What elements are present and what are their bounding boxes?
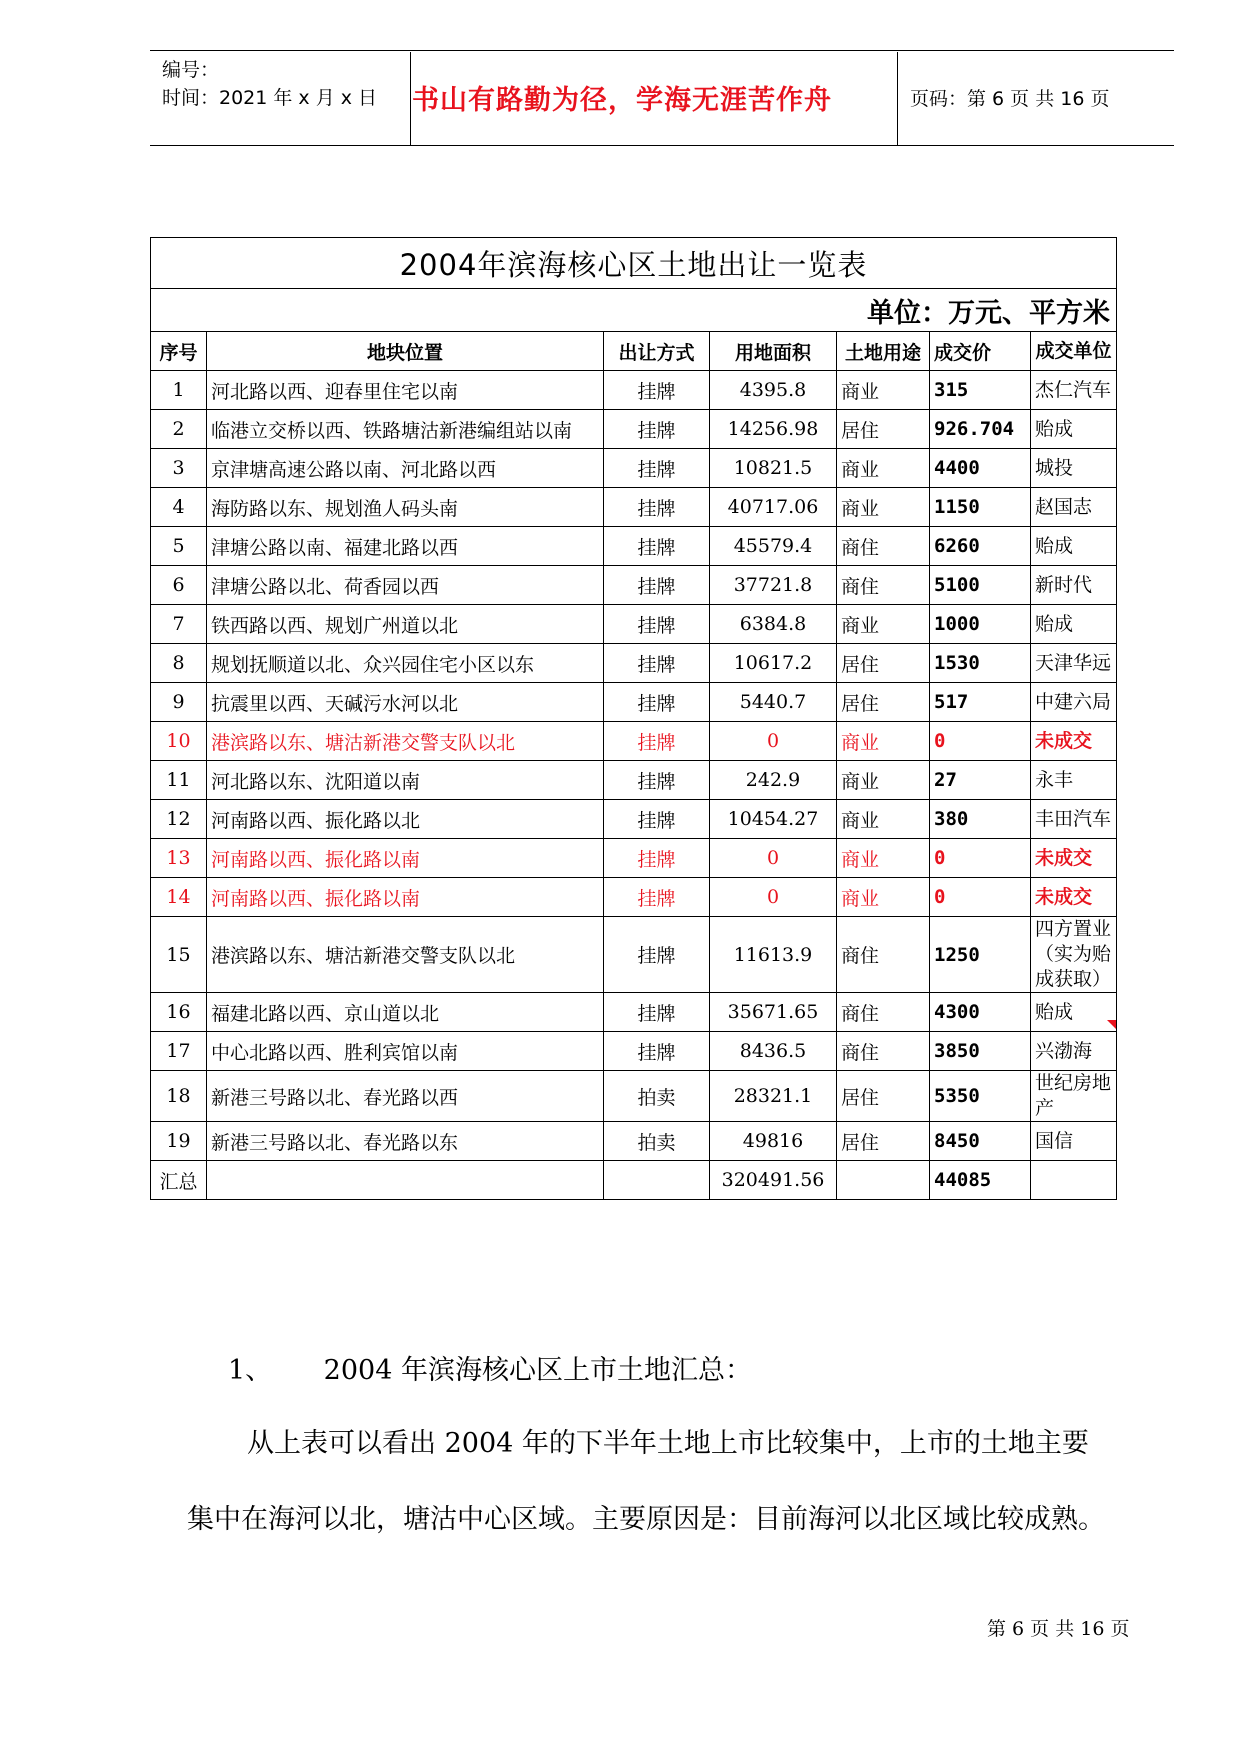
row-price: 8450 — [930, 1122, 1031, 1161]
row-buyer: 贻成 — [1031, 605, 1117, 644]
row-price: 517 — [930, 683, 1031, 722]
row-price: 5100 — [930, 566, 1031, 605]
row-use: 商住 — [837, 1032, 930, 1071]
row-method: 挂牌 — [604, 527, 710, 566]
row-use: 商业 — [837, 839, 930, 878]
row-method: 挂牌 — [604, 644, 710, 683]
row-location: 海防路以东、规划渔人码头南 — [207, 488, 604, 527]
row-method: 挂牌 — [604, 683, 710, 722]
land-transfer-table — [150, 237, 1117, 1200]
row-method: 挂牌 — [604, 566, 710, 605]
table-row — [151, 410, 1117, 449]
row-method: 拍卖 — [604, 1071, 710, 1122]
row-area: 10454.27 — [710, 800, 837, 839]
row-no: 17 — [151, 1032, 207, 1071]
row-price: 27 — [930, 761, 1031, 800]
row-no: 11 — [151, 761, 207, 800]
table-row — [151, 566, 1117, 605]
row-no: 16 — [151, 993, 207, 1032]
row-no: 7 — [151, 605, 207, 644]
table-row — [151, 878, 1117, 917]
row-use: 商业 — [837, 605, 930, 644]
row-area: 0 — [710, 722, 837, 761]
table-row — [151, 1071, 1117, 1122]
row-area: 11613.9 — [710, 917, 837, 993]
row-no: 5 — [151, 527, 207, 566]
col-header-no: 序号 — [151, 332, 207, 371]
table-row — [151, 449, 1117, 488]
table-row — [151, 800, 1117, 839]
row-method: 挂牌 — [604, 839, 710, 878]
col-header-method: 出让方式 — [604, 332, 710, 371]
row-area: 45579.4 — [710, 527, 837, 566]
row-area: 0 — [710, 878, 837, 917]
document-time: 时间：2021 年 x 月 x 日 — [162, 87, 378, 109]
row-no: 3 — [151, 449, 207, 488]
row-use: 居住 — [837, 1122, 930, 1161]
row-buyer: 天津华远 — [1031, 644, 1117, 683]
header-bottom-rule — [150, 145, 1174, 146]
row-price: 315 — [930, 371, 1031, 410]
row-buyer: 贻成 — [1031, 410, 1117, 449]
row-buyer: 未成交 — [1031, 878, 1117, 917]
row-location: 河南路以西、振化路以南 — [207, 839, 604, 878]
row-buyer: 未成交 — [1031, 722, 1117, 761]
header-page-number: 页码：第 6 页 共 16 页 — [910, 88, 1110, 110]
table-header-row — [151, 332, 1117, 371]
table-unit: 单位：万元、平方米 — [151, 289, 1117, 332]
row-no: 10 — [151, 722, 207, 761]
table-row — [151, 1122, 1117, 1161]
row-area: 28321.1 — [710, 1071, 837, 1122]
row-location: 河北路以西、迎春里住宅以南 — [207, 371, 604, 410]
table-total-row — [151, 1161, 1117, 1200]
row-method: 挂牌 — [604, 1032, 710, 1071]
row-price: 380 — [930, 800, 1031, 839]
row-area: 40717.06 — [710, 488, 837, 527]
row-location: 港滨路以东、塘沽新港交警支队以北 — [207, 722, 604, 761]
row-price: 0 — [930, 878, 1031, 917]
row-price: 0 — [930, 839, 1031, 878]
row-location: 河南路以西、振化路以北 — [207, 800, 604, 839]
row-no: 19 — [151, 1122, 207, 1161]
row-use: 商业 — [837, 722, 930, 761]
row-buyer: 中建六局 — [1031, 683, 1117, 722]
row-buyer: 杰仁汽车 — [1031, 371, 1117, 410]
total-method — [604, 1161, 710, 1200]
table-row — [151, 527, 1117, 566]
row-price: 6260 — [930, 527, 1031, 566]
total-price: 44085 — [930, 1161, 1031, 1200]
total-area: 320491.56 — [710, 1161, 837, 1200]
row-use: 居住 — [837, 683, 930, 722]
header-meta — [162, 56, 377, 112]
row-no: 14 — [151, 878, 207, 917]
row-price: 5350 — [930, 1071, 1031, 1122]
row-price: 1250 — [930, 917, 1031, 993]
row-use: 居住 — [837, 410, 930, 449]
row-no: 8 — [151, 644, 207, 683]
row-buyer: 新时代 — [1031, 566, 1117, 605]
row-no: 12 — [151, 800, 207, 839]
total-buyer — [1031, 1161, 1117, 1200]
row-area: 10617.2 — [710, 644, 837, 683]
row-location: 中心北路以西、胜利宾馆以南 — [207, 1032, 604, 1071]
table-row — [151, 644, 1117, 683]
row-use: 商业 — [837, 371, 930, 410]
row-price: 1530 — [930, 644, 1031, 683]
row-location: 河北路以东、沈阳道以南 — [207, 761, 604, 800]
row-buyer: 贻成 — [1031, 993, 1117, 1032]
row-price: 1000 — [930, 605, 1031, 644]
row-method: 挂牌 — [604, 878, 710, 917]
row-method: 挂牌 — [604, 410, 710, 449]
row-buyer: 世纪房地产 — [1031, 1071, 1117, 1122]
row-method: 拍卖 — [604, 1122, 710, 1161]
row-method: 挂牌 — [604, 917, 710, 993]
table-row — [151, 605, 1117, 644]
row-method: 挂牌 — [604, 449, 710, 488]
row-area: 8436.5 — [710, 1032, 837, 1071]
row-use: 商业 — [837, 800, 930, 839]
row-use: 商住 — [837, 566, 930, 605]
table-title: 2004年滨海核心区土地出让一览表 — [151, 238, 1117, 289]
row-location: 新港三号路以北、春光路以东 — [207, 1122, 604, 1161]
row-buyer: 兴渤海 — [1031, 1032, 1117, 1071]
header-top-rule — [150, 50, 1174, 51]
row-area: 0 — [710, 839, 837, 878]
header-motto: 书山有路勤为径，学海无涯苦作舟 — [412, 85, 832, 116]
row-use: 商住 — [837, 993, 930, 1032]
row-no: 15 — [151, 917, 207, 993]
row-method: 挂牌 — [604, 371, 710, 410]
row-location: 福建北路以西、京山道以北 — [207, 993, 604, 1032]
row-area: 37721.8 — [710, 566, 837, 605]
col-header-use: 土地用途 — [837, 332, 930, 371]
row-use: 居住 — [837, 1071, 930, 1122]
table-row — [151, 1032, 1117, 1071]
col-header-price: 成交价 — [930, 332, 1031, 371]
row-use: 商住 — [837, 917, 930, 993]
row-price: 926.704 — [930, 410, 1031, 449]
table-row — [151, 917, 1117, 993]
row-location: 规划抚顺道以北、众兴园住宅小区以东 — [207, 644, 604, 683]
header-divider-left — [410, 52, 411, 145]
row-area: 49816 — [710, 1122, 837, 1161]
row-location: 新港三号路以北、春光路以西 — [207, 1071, 604, 1122]
row-area: 10821.5 — [710, 449, 837, 488]
row-area: 4395.8 — [710, 371, 837, 410]
table-row — [151, 371, 1117, 410]
row-location: 铁西路以西、规划广州道以北 — [207, 605, 604, 644]
row-area: 242.9 — [710, 761, 837, 800]
row-area: 5440.7 — [710, 683, 837, 722]
row-use: 居住 — [837, 644, 930, 683]
row-area: 35671.65 — [710, 993, 837, 1032]
row-price: 3850 — [930, 1032, 1031, 1071]
footer-page-number: 第 6 页 共 16 页 — [987, 1618, 1130, 1640]
row-method: 挂牌 — [604, 488, 710, 527]
row-location: 津塘公路以南、福建北路以西 — [207, 527, 604, 566]
comment-marker — [1107, 1020, 1116, 1029]
row-buyer: 四方置业（实为贻成获取） — [1031, 917, 1117, 993]
row-location: 抗震里以西、天碱污水河以北 — [207, 683, 604, 722]
col-header-area: 用地面积 — [710, 332, 837, 371]
row-location: 港滨路以东、塘沽新港交警支队以北 — [207, 917, 604, 993]
row-price: 0 — [930, 722, 1031, 761]
table-row — [151, 722, 1117, 761]
row-buyer: 赵国志 — [1031, 488, 1117, 527]
row-area: 6384.8 — [710, 605, 837, 644]
table-row — [151, 839, 1117, 878]
row-method: 挂牌 — [604, 800, 710, 839]
row-buyer: 丰田汽车 — [1031, 800, 1117, 839]
row-use: 商住 — [837, 527, 930, 566]
row-buyer: 城投 — [1031, 449, 1117, 488]
row-no: 18 — [151, 1071, 207, 1122]
row-method: 挂牌 — [604, 605, 710, 644]
row-location: 河南路以西、振化路以南 — [207, 878, 604, 917]
row-buyer: 国信 — [1031, 1122, 1117, 1161]
row-buyer: 永丰 — [1031, 761, 1117, 800]
col-header-buyer: 成交单位 — [1031, 332, 1117, 371]
table-row — [151, 683, 1117, 722]
row-method: 挂牌 — [604, 761, 710, 800]
section-heading: 1、 2004 年滨海核心区上市土地汇总： — [228, 1355, 752, 1386]
document-number: 编号： — [162, 59, 220, 81]
table-row — [151, 993, 1117, 1032]
row-no: 13 — [151, 839, 207, 878]
total-label: 汇总 — [151, 1161, 207, 1200]
total-location — [207, 1161, 604, 1200]
row-location: 京津塘高速公路以南、河北路以西 — [207, 449, 604, 488]
row-price: 4400 — [930, 449, 1031, 488]
row-method: 挂牌 — [604, 722, 710, 761]
total-use — [837, 1161, 930, 1200]
row-no: 6 — [151, 566, 207, 605]
row-price: 4300 — [930, 993, 1031, 1032]
col-header-location: 地块位置 — [207, 332, 604, 371]
row-no: 9 — [151, 683, 207, 722]
paragraph-line-2: 集中在海河以北，塘沽中心区域。主要原因是：目前海河以北区域比较成熟。 — [187, 1504, 1105, 1535]
row-buyer: 未成交 — [1031, 839, 1117, 878]
row-no: 2 — [151, 410, 207, 449]
paragraph-line-1: 从上表可以看出 2004 年的下半年土地上市比较集中，上市的土地主要 — [247, 1428, 1089, 1459]
row-price: 1150 — [930, 488, 1031, 527]
row-no: 1 — [151, 371, 207, 410]
row-method: 挂牌 — [604, 993, 710, 1032]
row-use: 商业 — [837, 878, 930, 917]
table-row — [151, 488, 1117, 527]
row-no: 4 — [151, 488, 207, 527]
table-row — [151, 761, 1117, 800]
row-location: 津塘公路以北、荷香园以西 — [207, 566, 604, 605]
row-location: 临港立交桥以西、铁路塘沽新港编组站以南 — [207, 410, 604, 449]
row-use: 商业 — [837, 761, 930, 800]
row-use: 商业 — [837, 449, 930, 488]
row-buyer: 贻成 — [1031, 527, 1117, 566]
row-use: 商业 — [837, 488, 930, 527]
row-area: 14256.98 — [710, 410, 837, 449]
